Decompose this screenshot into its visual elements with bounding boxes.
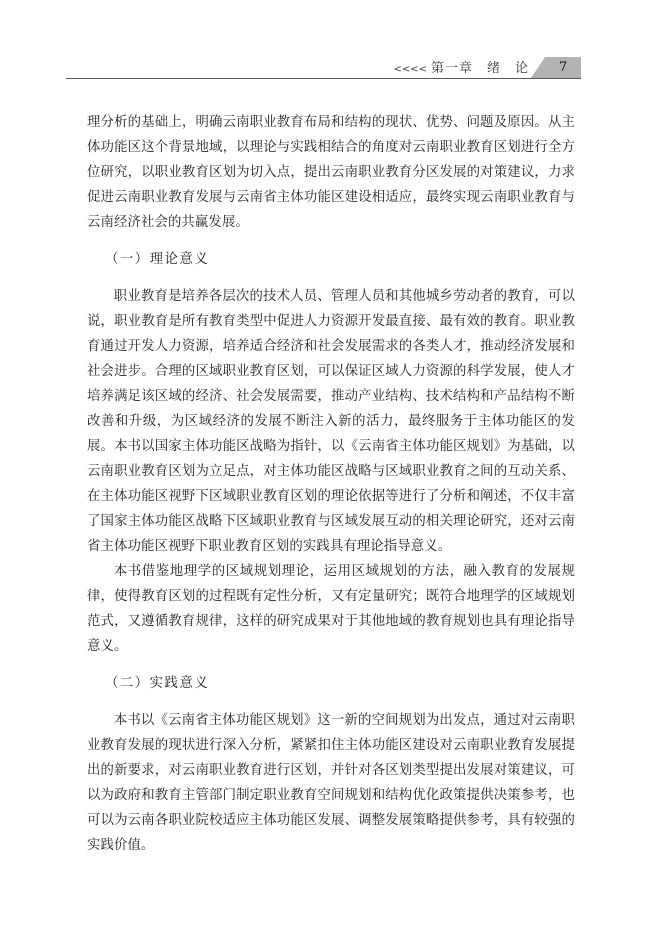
running-header-chapter	[393, 61, 529, 77]
page-body	[87, 110, 575, 858]
running-header	[0, 0, 661, 90]
page-number: 7	[558, 60, 568, 75]
section-heading-practical: （二）实践意义	[105, 676, 210, 691]
header-rule	[66, 78, 581, 79]
chevron-arrows-icon: <<<<	[393, 64, 427, 75]
section-heading-theoretical: （一）理论意义	[105, 252, 210, 267]
body-paragraph: 本书借鉴地理学的区域规划理论，运用区域规划的方法，融入教育的发展规律，使得教育区划的过程既有定性分析，又有定量研究；既符合地理学的区域规划范式，又遵循教育规律，这样的研究成果对于其他地域的教育规划也具有理论指导意义。	[87, 564, 575, 654]
body-paragraph: 职业教育是培养各层次的技术人员、管理人员和其他城乡劳动者的教育，可以说，职业教育是所有教育类型中促进人力资源开发最直接、最有效的教育。职业教育通过开发人力资源，培养适合经济和社会发展需求的各类人才，推动经济发展和社会进步。合理的区域职业教育区划，可以保证区域人力资源的科学发展，使人才培养满足该区域的经济、社会发展需要，推动产业结构、技术结构和产品结构不断改善和升级，为区域经济的发展不断注入新的活力，最终服务于主体功能区的发展。本书以国家主体功能区战略为指针，以《云南省主体功能区规划》为基础，以云南职业教育区划为立足点，对主体功能区战略与区域职业教育之间的互动关系、在主体功能区视野下区域职业教育区划的理论依据等进行了分析和阐述，不仅丰富了国家主体功能区战略下区域职业教育与区域发展互动的相关理论研究，还对云南省主体功能区视野下职业教育区划的实践具有理论指导意义。	[87, 289, 575, 554]
chapter-title: 第一章 绪 论	[430, 61, 529, 76]
body-paragraph: 本书以《云南省主体功能区规划》这一新的空间规划为出发点，通过对云南职业教育发展的现状进行深入分析，紧紧扣住主体功能区建设对云南职业教育发展提出的新要求，对云南职业教育进行区划，并针对各区划类型提出发展对策建议，可以为政府和教育主管部门制定职业教育空间规划和结构优化政策提供决策参考，也可以为云南各职业院校适应主体功能区发展、调整发展策略提供参考，具有较强的实践价值。	[87, 713, 575, 853]
intro-paragraph: 理分析的基础上，明确云南职业教育布局和结构的现状、优势、问题及原因。从主体功能区这个背景地域，以理论与实践相结合的角度对云南职业教育区划进行全方位研究，以职业教育区划为切入点，提出云南职业教育分区发展的对策建议，力求促进云南职业教育发展与云南省主体功能区建设相适应，最终实现云南职业教育与云南经济社会的共赢发展。	[87, 115, 575, 230]
